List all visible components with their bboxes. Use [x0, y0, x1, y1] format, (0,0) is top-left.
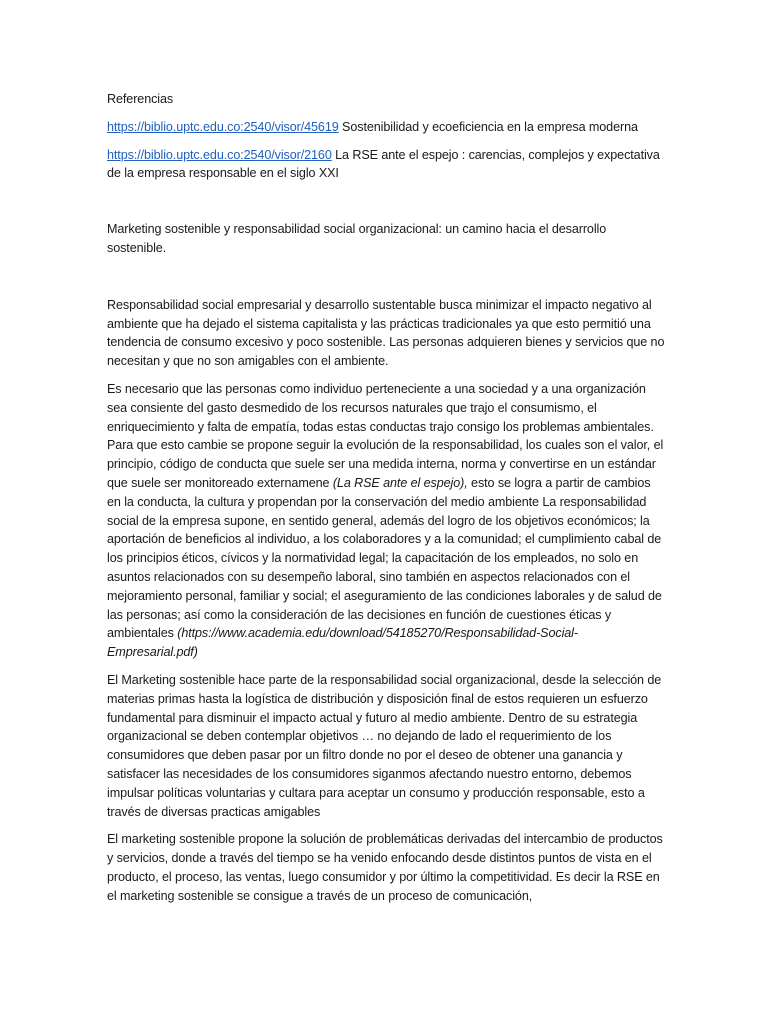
paragraph: [107, 380, 667, 662]
citation-url: (https://www.academia.edu/download/54185270/Responsabilidad-Social-Empresarial.pdf): [107, 626, 578, 660]
paragraph-text: Es necesario que las personas como individuo perteneciente a una sociedad y a una organización sea consiente del gasto desmedido de los recursos naturales que trajo el consumismo, el enriquecimiento y falta de empatía, todas estas conductas trajo consigo los problemas ambientales. Para que esto cambie se propone seguir la evolución de la responsabilidad, los cuales son el valor, el principio, código de conducta que suele ser una medida interna, norma y convertirse en un estándar que suele ser monitoreado externamene: [107, 381, 664, 490]
references-heading: Referencias: [107, 92, 174, 106]
paragraph-text: esto se logra a partir de cambios en la conducta, la cultura y propendan por la conservación del medio ambiente La responsabilidad social de la empresa supone, en sentido general, además del logro de los objetivos económicos; la aportación de beneficios al individuo, a los colaboradores y a la comunidad; el cumplimiento cabal de los principios éticos, cívicos y la normatividad legal; la capacitación de los empleados, no solo en asuntos relacionados con su desempeño laboral, sino también en aspectos relacionados con el mejoramiento personal, familiar y social; el aseguramiento de las condiciones laborales y de salud de las personas; así como la consideración de las decisiones en función de cuestiones éticas y ambientales: [107, 475, 662, 641]
spacer: [107, 258, 667, 296]
reference-link[interactable]: https://biblio.uptc.edu.co:2540/visor/2160: [107, 147, 332, 162]
citation: (La RSE ante el espejo),: [332, 475, 468, 490]
reference-item: [107, 118, 667, 137]
reference-item: [107, 146, 667, 184]
spacer: [107, 192, 667, 220]
document-title: Marketing sostenible y responsabilidad social organizacional: un camino hacia el desarrollo sostenible.: [107, 222, 607, 255]
reference-link[interactable]: https://biblio.uptc.edu.co:2540/visor/45619: [107, 119, 339, 134]
paragraph: Responsabilidad social empresarial y desarrollo sustentable busca minimizar el impacto negativo al ambiente que ha dejado el sistema capitalista y las prácticas tradicionales ya que esto permitió una tendencia de consumo excesivo y poco sostenible. Las personas adquieren bienes y servicios que no necesitan y que no son amigables con el ambiente.: [107, 297, 665, 369]
paragraph: El marketing sostenible propone la solución de problemáticas derivadas del intercambio de productos y servicios, donde a través del tiempo se ha venido enfocando desde distintos puntos de vista en el producto, el proceso, las ventas, luego consumidor y por último la competitividad. Es decir la RSE en el marketing sostenible se consigue a través de un proceso de comunicación,: [107, 832, 663, 903]
reference-text: La RSE ante el espejo : carencias, complejos y expectativa de la empresa responsable en el siglo XXI: [107, 147, 660, 181]
reference-text: Sostenibilidad y ecoeficiencia en la empresa moderna: [338, 119, 638, 134]
paragraph: El Marketing sostenible hace parte de la responsabilidad social organizacional, desde la selección de materias primas hasta la logística de distribución y disposición final de estos requieren un esfuerzo fundamental para disminuir el impacto actual y futuro al medio ambiente. Dentro de su estrategia organizacional se deben contemplar objetivos … no dejando de lado el requerimiento de los consumidores que deben pasar por un filtro donde no por el deseo de obtener una ganancia y satisfacer las necesidades de los consumidores siganmos afectando nuestro entorno, debemos impulsar políticas voluntarias y cultara para aceptar un consumo y producción responsable, esto a través de diversas practicas amigables: [107, 672, 662, 819]
document-body: [107, 90, 667, 914]
